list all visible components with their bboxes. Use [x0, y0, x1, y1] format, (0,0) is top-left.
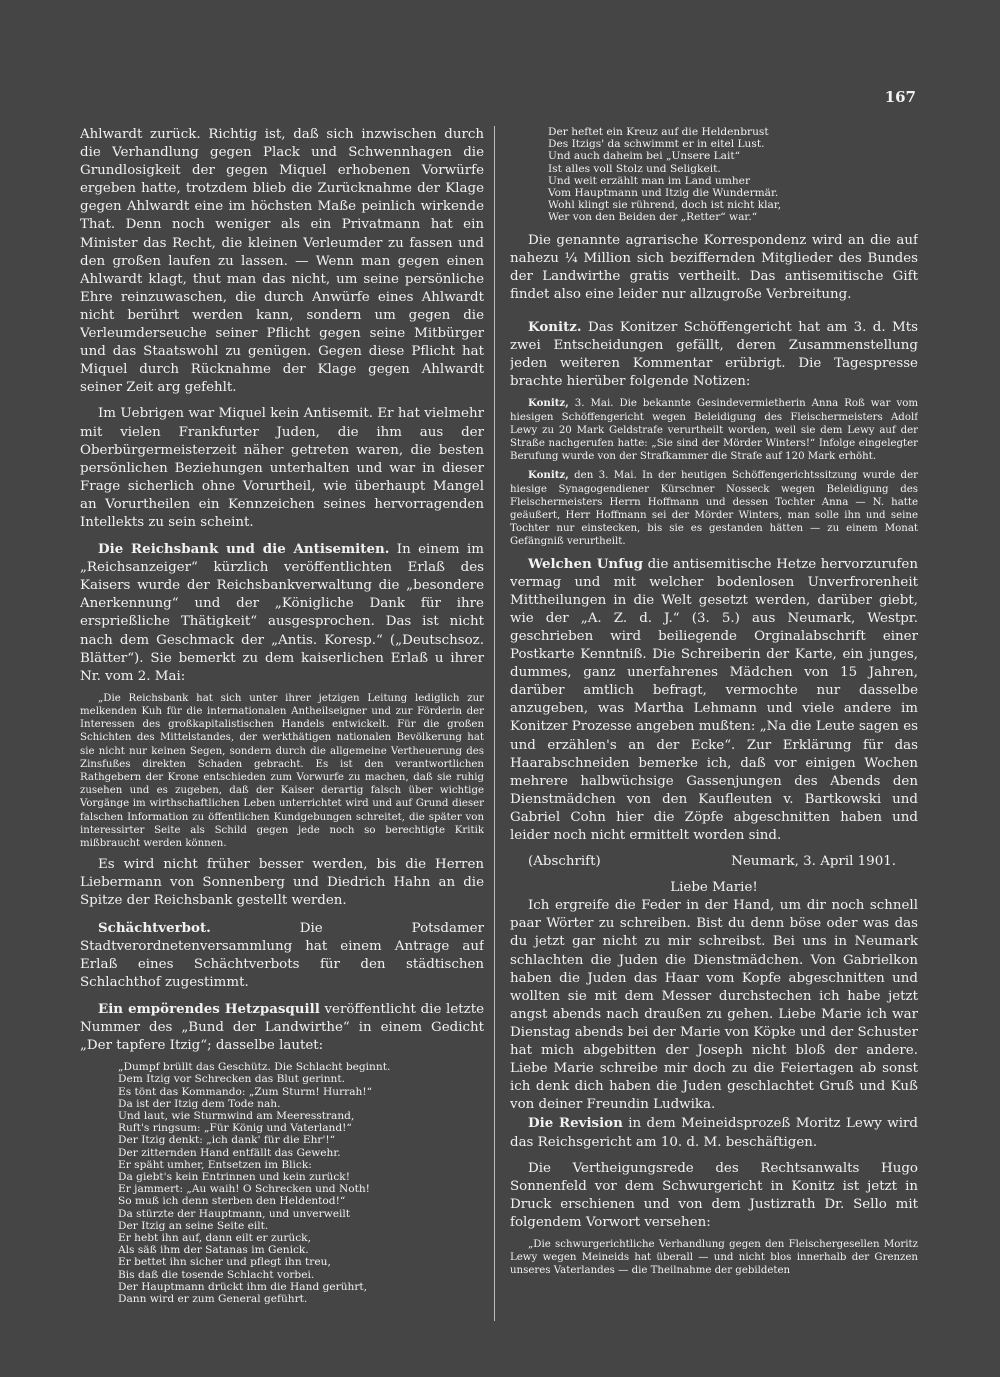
- poem-line: Es tönt das Kommando: „Zum Sturm! Hurrah!“: [118, 1085, 373, 1098]
- article-revision: [510, 1114, 918, 1151]
- poem-line: Er bettet ihn sicher und pflegt ihn treu,: [118, 1256, 331, 1269]
- quotation-heading: Konitz,: [528, 397, 569, 410]
- article-schaechtverbot: [80, 919, 484, 992]
- article-hetzpasquill: [80, 1000, 484, 1055]
- poem-line: Der zitternden Hand entfällt das Gewehr.: [118, 1146, 341, 1159]
- article-heading: Welchen Unfug: [528, 555, 643, 572]
- poem-line: Der heftet ein Kreuz auf die Heldenbrust: [548, 126, 769, 138]
- quotation: [510, 469, 918, 548]
- poem-line: Und weit erzählt man im Land umher: [548, 174, 751, 187]
- article-text: veröffentlicht die letzte Nummer des „Bund der Landwirthe“ in einem Gedicht „Der tapfere Itzig“; dasselbe lautet:: [80, 1001, 484, 1054]
- article-text: die antisemitische Hetze hervorzurufen vermag und mit welcher bodenlosen Unverfrorenheit Mittheilungen in die Welt gesetzt werden, darüber giebt, wie der „A. Z. d. J.“ (3. 5.) aus Neumark, Westpr. geschrieben wird beiliegende Orginalabschrift einer Postkarte Kenntniß. Die Schreiberin der Karte, ein junges, dummes, ganz unerfahrenes Mädchen von 15 Jahren, darüber amtlich befragt, vermochte nur dasselbe anzugeben, was Martha Lehmann und viele andere im Konitzer Prozesse angeben mußten: „Na die Leute sagen es und erzählen's an der Ecke“. Zur Erklärung für das Haarabschneiden bemerke ich, daß vor einigen Wochen mehrere halbwüchsige Gassenjungen des Abends den Dienstmädchen von den Kaufleuten v. Bartkowski und Gabriel Cohn hier die Zöpfe abgeschnitten haben und leider noch nicht ermittelt worden sind.: [510, 556, 918, 844]
- poem-line: Vom Hauptmann und Itzig die Wundermär.: [548, 187, 779, 200]
- poem-line: Als säß ihm der Satanas im Genick.: [118, 1244, 309, 1257]
- poem-line: Wohl klingt sie rührend, doch ist nicht klar,: [548, 199, 782, 212]
- paragraph: Die Vertheigungsrede des Rechtsanwalts Hugo Sonnenfeld vor dem Schwurgericht in Konitz ist jetzt in Druck erschienen und von dem Justizrath Dr. Sello mit folgendem Vorwort versehen:: [510, 1160, 918, 1230]
- quotation-text: den 3. Mai. In der heutigen Schöffengerichtssitzung wurde der hiesige Synagogendiener Kürschner Nosseck wegen Beleidigung des Fleischermeisters Herrn Hoffmann und dessen Tochter Anna — N. hatte geäußert, Herr Hoffmann sei der Mörder Winters, man solle ihn und seine Tochter nur einstecken, bis sie es gestanden hätten — zu einem Monat Gefängniß verurtheilt.: [510, 470, 918, 548]
- letter-header: [510, 853, 918, 871]
- page-number: 167: [884, 88, 916, 106]
- right-column: [510, 126, 918, 1326]
- poem-line: Er jammert: „Au waih! O Schrecken und Noth!: [118, 1183, 370, 1196]
- article-reichsbank: [80, 540, 484, 686]
- poem-line: Da giebt's kein Entrinnen und kein zurück!: [118, 1171, 350, 1184]
- quotation-text: 3. Mai. Die bekannte Gesindevermietherin Anna Roß war vom hiesigen Schöffengericht wegen Beleidigung des Fleischermeisters Adolf Lewy zu 20 Mark Geldstrafe verurtheilt worden, weil sie dem Lewy auf der Straße nachgerufen hatte: „Sie sind der Mörder Winters!“ Infolge eingelegter Berufung wurde von der Strafkammer die Strafe auf 120 Mark erhöht.: [510, 398, 918, 463]
- quotation: [510, 397, 918, 463]
- poem-line: Da ist der Itzig dem Tode nah.: [118, 1097, 281, 1110]
- quotation-heading: Konitz,: [528, 469, 569, 482]
- poem-line: So muß ich denn sterben den Heldentod!“: [118, 1195, 346, 1208]
- article-text: In einem im „Reichsanzeiger“ kürzlich veröffentlichten Erlaß des Kaisers wurde der Reichsbankverwaltung die „besondere Anerkennung“ und der „Königliche Dank für ihre ersprießliche Thätigkeit“ ausgesprochen. Das ist nicht nach dem Geschmack der „Antis. Koresp.“ („Deutschsoz. Blätter“). Sie bemerkt zu dem kaiserlichen Erlaß u ihrer Nr. vom 2. Mai:: [80, 542, 484, 684]
- letter-date: Neumark, 3. April 1901.: [731, 854, 896, 870]
- poem-line: Dann wird er zum General geführt.: [118, 1293, 308, 1306]
- letter-salutation: Liebe Marie!: [670, 880, 758, 896]
- article-heading: Ein empörendes Hetzpasquill: [98, 1000, 320, 1017]
- article-text: in dem Meineidsprozeß Moritz Lewy wird das Reichsgericht am 10. d. M. beschäftigen.: [510, 1116, 918, 1150]
- article-heading: Konitz.: [528, 319, 582, 335]
- paragraph: Im Uebrigen war Miquel kein Antisemit. Er hat vielmehr mit vielen Frankfurter Juden, die ihm aus der Oberbürgermeisterzeit näher getreten waren, die besten persönlichen Beziehungen unterhalten und war in dieser Frage sicherlich ohne Vorurtheil, wie überhaupt Mangel an Vorurtheilen ein Kennzeichen seines hervorragenden Intellekts zu sein scheint.: [80, 406, 484, 530]
- poem-line: Er späht umher, Entsetzen im Blick:: [118, 1158, 312, 1171]
- quotation: „Die schwurgerichtliche Verhandlung gegen den Fleischergesellen Moritz Lewy wegen Meineids hat überall — und nicht blos innerhalb der Grenzen unseres Vaterlandes — die Theilnahme der gebildeten: [510, 1238, 918, 1277]
- poem-line: „Dumpf brüllt das Geschütz. Die Schlacht beginnt.: [118, 1061, 391, 1074]
- poem-line: Ruft's ringsum: „Für König und Vaterland!“: [118, 1122, 352, 1135]
- article-konitz: [510, 318, 918, 391]
- poem-line: Ist alles voll Stolz und Seligkeit.: [548, 162, 721, 175]
- poem-continued: [548, 126, 918, 224]
- article-text: Das Konitzer Schöffengericht hat am 3. d. Mts zwei Entscheidungen gefällt, deren Zusammenstellung jeden weiteren Kommentar erübrigt. Die Tagespresse brachte hierüber folgende Notizen:: [510, 320, 918, 390]
- poem-line: Der Hauptmann drückt ihm die Hand gerührt,: [118, 1280, 368, 1293]
- quotation: „Die Reichsbank hat sich unter ihrer jetzigen Leitung lediglich zur melkenden Kuh für die internationalen Antheilseigner und zur Förderin der Interessen des großkapitalistischen Handels entwickelt. Für die großen Schichten des Mittelstandes, der werkthätigen nationalen Bevölkerung hat sie nicht nur keinen Segen, sondern durch die allgemeine Vertheuerung des Zinsfußes direkten Schaden gebracht. Es ist den verantwortlichen Rathgebern der Krone entschieden zum Vorwurfe zu machen, daß sie ruhig zusehen und es zugeben, daß der Kaiser derartig falsch über wichtige Vorgänge im wirthschaftlichen Leben unterrichtet wird und auf Grund dieser falschen Information zu öffentlichen Kundgebungen schreitet, die später von interessirter Seite als Schild gegen jede noch so berechtigte Kritik mißbraucht werden können.: [80, 692, 484, 850]
- poem-line: Des Itzigs' da schwimmt er in eitel Lust.: [548, 138, 765, 151]
- poem-line: Er hebt ihn auf, dann eilt er zurück,: [118, 1232, 311, 1245]
- article-text: Die Potsdamer Stadtverordnetenversammlung hat einem Antrage auf Erlaß eines Schächtverbots für den städtischen Schlachthof zugestimmt.: [80, 920, 484, 990]
- article-heading: Die Revision: [528, 1115, 623, 1132]
- paragraph: Die genannte agrarische Korrespondenz wird an die auf nahezu ¼ Million sich beziffernden Mitglieder des Bundes der Landwirthe gratis vertheilt. Das antisemitische Gift findet also eine leider nur allzugroße Verbreitung.: [510, 232, 918, 302]
- column-divider: [494, 126, 495, 1321]
- poem-line: Wer von den Beiden der „Retter“ war.“: [548, 211, 758, 224]
- poem-line: Und laut, wie Sturmwind am Meeresstrand,: [118, 1110, 355, 1122]
- article-heading: Schächtverbot.: [98, 919, 211, 936]
- article-unfug: [510, 555, 918, 846]
- poem-line: Der Itzig denkt: „ich dank' für die Ehr'!“: [118, 1134, 336, 1147]
- paragraph: Es wird nicht früher besser werden, bis die Herren Liebermann von Sonnenberg und Diedrich Hahn an die Spitze der Reichsbank gestellt werden.: [80, 857, 484, 909]
- paragraph: Ahlwardt zurück. Richtig ist, daß sich inzwischen durch die Verhandlung gegen Plack und Schwennhagen die Grundlosigkeit der gegen Miquel erhobenen Vorwürfe ergeben hatte, trotzdem blieb die Zurücknahme der Klage gegen Ahlwardt eine im höchsten Maße peinlich wirkende That. Denn noch weniger als ein Privatmann hat ein Minister das Recht, die kleinen Verleumder zu fassen und den großen laufen zu lassen. — Wenn man gegen einen Ahlwardt klagt, thut man das nicht, um seine persönliche Ehre reinzuwaschen, die durch Anwürfe eines Ahlwardt nicht berührt werden kann, sondern um gegen die Verleumderseuche seiner Pflicht gegen seine Mitbürger und das Staatswohl zu genügen. Gegen diese Pflicht hat Miquel durch Rücknahme der Klage gegen Ahlwardt seiner Zeit arg gefehlt.: [80, 127, 484, 396]
- poem-line: Und auch daheim bei „Unsere Lait“: [548, 150, 741, 163]
- left-column: [80, 126, 484, 1326]
- letter-text: Ich ergreife die Feder in der Hand, um dir noch schnell paar Wörter zu schreiben. Bist du denn böse oder was das du jetzt gar nicht zu mir schreibst. Bei uns in Neumark schlachten die Juden die Dienstmädchen. Von Gabrielkon haben die Juden das Haar vom Kopfe abgeschnitten und wollten sie mit dem Messer durchstechen ich habe jetzt angst abends nach draußen zu gehen. Liebe Marie ich war Dienstag abends bei der Marie von Köpke und der Schuster hat mich abgebitten der Joseph nicht bloß der andere. Liebe Marie schreibe mir doch zu die Feiertagen ab sonst ich denk dich haben die Juden geschlachtet Gruß und Kuß von deiner Freundin Ludwika.: [510, 898, 918, 1113]
- copy-note: (Abschrift): [528, 854, 601, 870]
- poem-line: Bis daß die tosende Schlacht vorbei.: [118, 1268, 315, 1281]
- article-heading: Die Reichsbank und die Antisemiten.: [98, 541, 390, 558]
- poem-line: Der Itzig an seine Seite eilt.: [118, 1219, 269, 1232]
- poem-line: Dem Itzig vor Schrecken das Blut gerinnt.: [118, 1073, 345, 1086]
- poem-line: Da stürzte der Hauptmann, und unverweilt: [118, 1207, 351, 1220]
- poem: [118, 1061, 484, 1305]
